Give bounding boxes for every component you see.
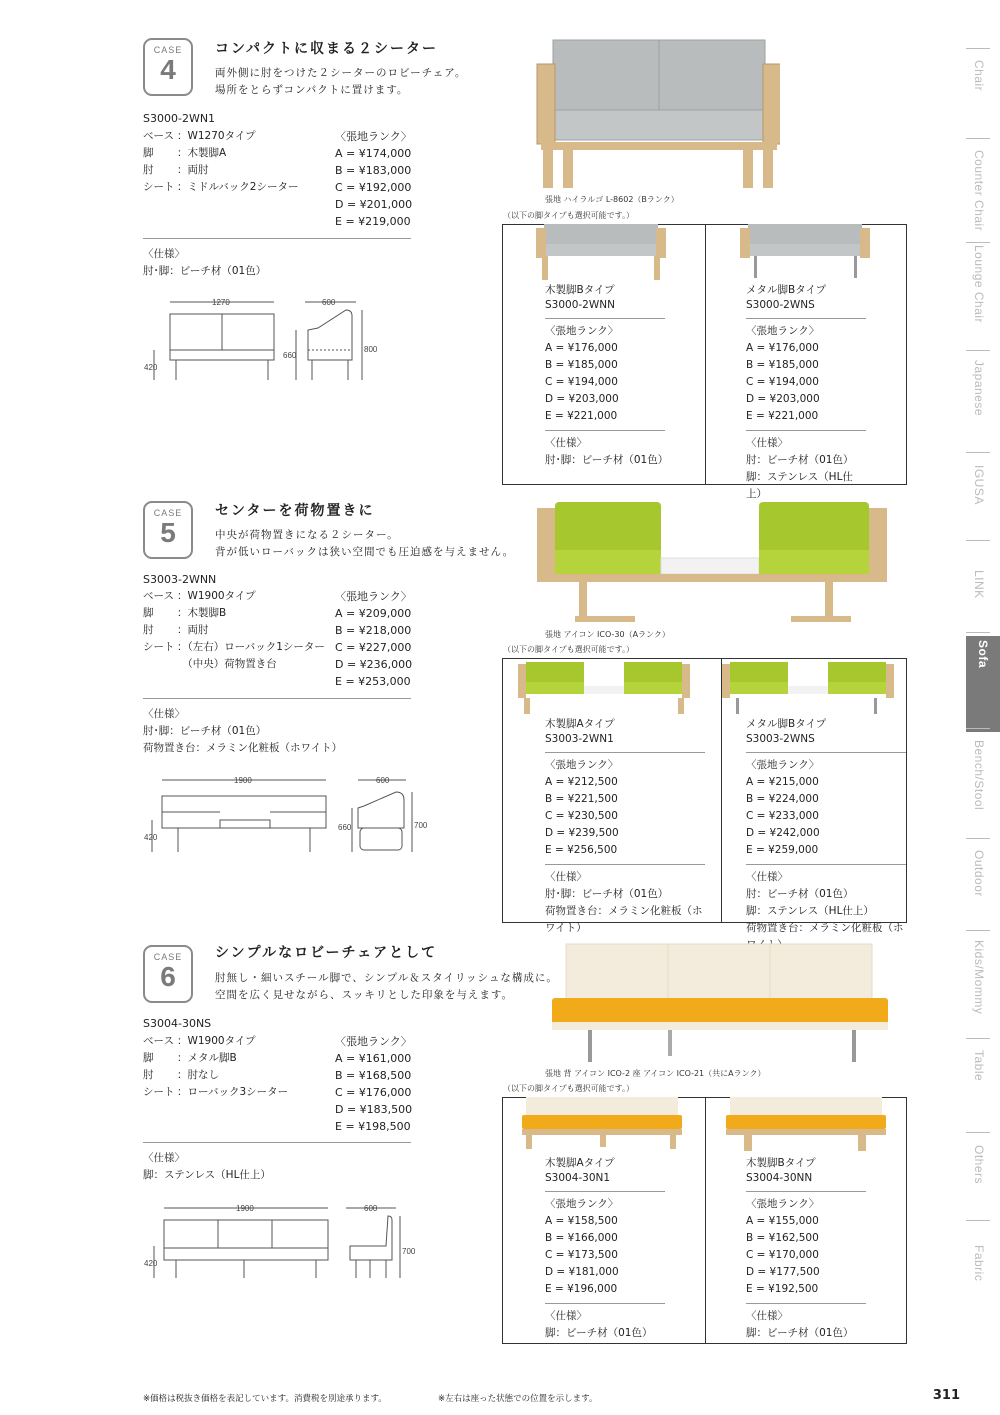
- price-row: C = ¥176,000: [335, 1086, 412, 1099]
- dimension-drawing: [140, 1198, 440, 1288]
- spec-key: シート: [143, 641, 175, 653]
- option-name: メタル脚Bタイプ: [746, 284, 827, 296]
- spec-row: [143, 1033, 288, 1050]
- option-name: 木製脚Bタイプ: [545, 284, 615, 296]
- spec-value: ：（左右）ローバック1シーター: [177, 641, 325, 653]
- option-detail: [545, 283, 669, 469]
- price-row: E = ¥256,500: [545, 844, 618, 856]
- spec-key: 肘: [143, 164, 154, 176]
- price-row: B = ¥185,000: [746, 359, 819, 371]
- spec-line: 脚：ステンレス（HL仕上）: [143, 1169, 271, 1181]
- case-badge: [143, 501, 193, 559]
- sidebar-divider: [966, 540, 990, 541]
- footer-note: ※価格は税抜き価格を表記しています。消費税を別途承ります。: [143, 1394, 387, 1404]
- price-row: A = ¥161,000: [335, 1052, 412, 1065]
- spec-value: ：メタル脚B: [177, 1052, 237, 1064]
- spec-title: 〈仕様〉: [746, 1310, 788, 1322]
- dim-seat-height: 420: [144, 1259, 158, 1268]
- spec-line: 肘･脚：ビーチ材（01色）: [545, 888, 669, 900]
- option-model: S3000-2WNN: [545, 299, 615, 311]
- price-row: C = ¥233,000: [746, 810, 819, 822]
- option-sep: [746, 752, 906, 753]
- spec-value: ：W1900タイプ: [177, 590, 256, 602]
- option-detail: [746, 283, 866, 503]
- spec-title: 〈仕様〉: [143, 708, 185, 720]
- spec-value: ：両肘: [177, 164, 209, 176]
- option-detail: [746, 1156, 866, 1342]
- spec-title: 〈仕様〉: [143, 248, 185, 260]
- case-number: 6: [160, 961, 176, 992]
- spec-row: [143, 588, 325, 605]
- dim-seat-height: 420: [144, 363, 158, 372]
- option-thumbnail: [518, 660, 713, 716]
- spec-value: （中央）荷物置き台: [177, 658, 277, 670]
- spec-line: 荷物置き台：メラミン化粧板（ホ: [746, 922, 904, 934]
- sidebar-divider: [966, 242, 990, 243]
- dim-depth: 600: [376, 776, 390, 785]
- case-number: 4: [160, 54, 176, 85]
- option-thumbnail: [740, 224, 870, 282]
- photo-caption: 張地 背 アイコン ICO-2 座 アイコン ICO-21（共にAランク）: [545, 1069, 766, 1078]
- divider: [143, 1142, 411, 1143]
- desc-line: 中央が荷物置きになる２シーター。: [215, 529, 399, 541]
- spec-list: [143, 588, 325, 673]
- rank-title: 〈張地ランク〉: [746, 759, 820, 771]
- sidebar-item-label: Bench/Stool: [972, 740, 986, 811]
- sidebar-divider: [966, 1220, 990, 1221]
- rank-title: 〈張地ランク〉: [545, 325, 619, 337]
- option-detail: [545, 1156, 665, 1342]
- option-note: （以下の脚タイプも選択可能です。）: [503, 211, 634, 220]
- price-row: A = ¥215,000: [746, 776, 819, 788]
- spec-title: 〈仕様〉: [143, 1152, 185, 1164]
- option-sep: [545, 318, 665, 319]
- option-thumbnail: [722, 660, 897, 716]
- spec-value: ：ミドルバック2シーター: [177, 181, 299, 193]
- price-row: B = ¥166,000: [545, 1232, 618, 1244]
- price-row: C = ¥230,500: [545, 810, 618, 822]
- dim-seat-height: 420: [144, 833, 158, 842]
- price-row: B = ¥218,000: [335, 624, 412, 637]
- spec-row: [143, 1084, 288, 1101]
- option-note: （以下の脚タイプも選択可能です。）: [503, 1084, 634, 1093]
- dim-width: 1900: [234, 776, 252, 785]
- price-row: A = ¥155,000: [746, 1215, 819, 1227]
- sidebar-divider: [966, 728, 990, 729]
- price-row: D = ¥181,000: [545, 1266, 619, 1278]
- product-photo: [535, 38, 780, 190]
- sidebar-divider: [966, 838, 990, 839]
- spec-row: [143, 622, 325, 639]
- price-row: D = ¥203,000: [545, 393, 619, 405]
- option-sep: [746, 1191, 866, 1192]
- case-description: [215, 970, 558, 1004]
- spec-line: 肘･脚：ビーチ材（01色）: [143, 725, 267, 737]
- sidebar-item-label: Outdoor: [972, 850, 986, 897]
- spec-key: 脚: [143, 1052, 154, 1064]
- price-row: C = ¥192,000: [335, 181, 412, 194]
- rank-title: 〈張地ランク〉: [335, 1035, 412, 1048]
- sidebar-divider: [966, 138, 990, 139]
- price-row: E = ¥259,000: [746, 844, 819, 856]
- price-list: [335, 588, 412, 690]
- spec-row: [143, 162, 298, 179]
- spec-line: 肘：ビーチ材（01色）: [746, 454, 854, 466]
- option-model: S3000-2WNS: [746, 299, 815, 311]
- spec-title: 〈仕様〉: [545, 1310, 587, 1322]
- price-row: D = ¥203,000: [746, 393, 820, 405]
- price-row: E = ¥219,000: [335, 215, 411, 228]
- case-number: 5: [160, 517, 176, 548]
- price-row: A = ¥209,000: [335, 607, 412, 620]
- spec-title: 〈仕様〉: [545, 871, 587, 883]
- sidebar-item-label: LINK: [972, 570, 986, 599]
- sidebar-item-label: Chair: [972, 60, 986, 92]
- option-detail: [746, 717, 906, 954]
- rank-title: 〈張地ランク〉: [545, 759, 619, 771]
- spec-key: ベース: [143, 130, 174, 142]
- rank-title: 〈張地ランク〉: [335, 590, 412, 603]
- price-row: B = ¥185,000: [545, 359, 618, 371]
- option-name: 木製脚Bタイプ: [746, 1157, 816, 1169]
- desc-line: 場所をとらずコンパクトに置けます。: [215, 84, 409, 96]
- spec-value: ：ローバック3シーター: [177, 1086, 289, 1098]
- option-thumbnail: [536, 224, 666, 282]
- spec-row: [143, 145, 298, 162]
- model-number: S3003-2WNN: [143, 573, 217, 586]
- dim-arm-height: 660: [283, 351, 297, 360]
- price-list: [335, 128, 412, 230]
- spec-value: ：W1900タイプ: [177, 1035, 256, 1047]
- footer-note: ※左右は座った状態での位置を示します。: [438, 1394, 598, 1404]
- price-row: D = ¥183,500: [335, 1103, 413, 1116]
- spec-value: ：肘なし: [177, 1069, 219, 1081]
- option-note: （以下の脚タイプも選択可能です。）: [503, 645, 634, 654]
- price-row: C = ¥227,000: [335, 641, 412, 654]
- spec-line: 肘：ビーチ材（01色）: [746, 888, 854, 900]
- sidebar-item-label: IGUSA: [972, 465, 986, 505]
- rank-title: 〈張地ランク〉: [746, 325, 820, 337]
- price-list: [335, 1033, 412, 1135]
- option-model: S3004-30N1: [545, 1172, 611, 1184]
- spec-key: シート: [143, 181, 175, 193]
- case-title: シンプルなロビーチェアとして: [215, 945, 438, 961]
- spec-title: 〈仕様〉: [545, 437, 587, 449]
- option-model: S3004-30NN: [746, 1172, 813, 1184]
- dim-depth: 600: [322, 298, 336, 307]
- dim-arm-height: 660: [338, 823, 352, 832]
- case-title: センターを荷物置きに: [215, 503, 375, 519]
- spec-key: シート: [143, 1086, 175, 1098]
- spec-row: [143, 656, 325, 673]
- price-row: B = ¥224,000: [746, 793, 819, 805]
- option-divider: [705, 225, 706, 484]
- option-sep: [545, 1303, 665, 1304]
- spec-title: 〈仕様〉: [746, 437, 788, 449]
- price-row: A = ¥174,000: [335, 147, 412, 160]
- photo-caption: 張地 ハイラルゴ L-8602（Bランク）: [545, 195, 679, 204]
- spec-key: ベース: [143, 590, 174, 602]
- option-sep: [545, 430, 665, 431]
- option-sep: [746, 318, 866, 319]
- sidebar-divider: [966, 1132, 990, 1133]
- sidebar-item-label: Table: [972, 1050, 986, 1082]
- sidebar-item-label: Kids/Mommy: [972, 940, 986, 1015]
- price-row: E = ¥221,000: [545, 410, 618, 422]
- price-row: A = ¥176,000: [545, 342, 618, 354]
- option-model: S3003-2WN1: [545, 733, 614, 745]
- spec-row: [143, 128, 298, 145]
- spec-key: 脚: [143, 147, 154, 159]
- price-row: E = ¥198,500: [335, 1120, 411, 1133]
- desc-line: 肘無し・細いスチール脚で、シンプル＆スタイリッシュな構成に。: [215, 972, 558, 984]
- option-detail: [545, 717, 705, 937]
- sidebar-item-label: Sofa: [976, 640, 990, 669]
- case-badge: [143, 38, 193, 96]
- price-row: B = ¥162,500: [746, 1232, 819, 1244]
- dimension-drawing: [140, 770, 440, 860]
- price-row: B = ¥221,500: [545, 793, 618, 805]
- spec-list: [143, 128, 298, 196]
- case-badge: [143, 945, 193, 1003]
- desc-line: 空間を広く見せながら、スッキリとした印象を与えます。: [215, 989, 514, 1001]
- spec-value: ：木製脚A: [177, 147, 227, 159]
- case-label: CASE: [153, 952, 183, 962]
- spec-line: 肘･脚：ビーチ材（01色）: [143, 265, 267, 277]
- divider: [143, 238, 411, 239]
- rank-title: 〈張地ランク〉: [545, 1198, 619, 1210]
- price-row: C = ¥173,500: [545, 1249, 618, 1261]
- option-thumbnail: [520, 1097, 685, 1155]
- product-photo: [548, 942, 893, 1067]
- rank-title: 〈張地ランク〉: [335, 130, 412, 143]
- price-row: E = ¥192,500: [746, 1283, 819, 1295]
- spec-key: 脚: [143, 607, 154, 619]
- model-number: S3000-2WN1: [143, 112, 216, 125]
- sidebar-divider: [966, 1038, 990, 1039]
- spec-key: 肘: [143, 624, 154, 636]
- spec-value: ：両肘: [177, 624, 209, 636]
- model-number: S3004-30NS: [143, 1017, 212, 1030]
- spec-key: 肘: [143, 1069, 154, 1081]
- price-row: D = ¥177,500: [746, 1266, 820, 1278]
- spec-line: 脚：ビーチ材（01色）: [746, 1327, 854, 1339]
- price-row: E = ¥253,000: [335, 675, 411, 688]
- option-sep: [746, 864, 906, 865]
- option-thumbnail: [724, 1097, 889, 1155]
- spec-block: [143, 1150, 271, 1184]
- sidebar-item-label: Lounge Chair: [972, 245, 986, 324]
- spec-row: [143, 605, 325, 622]
- price-row: C = ¥194,000: [545, 376, 618, 388]
- option-sep: [746, 430, 866, 431]
- spec-row: [143, 639, 325, 656]
- sidebar-item-label: Others: [972, 1145, 986, 1185]
- price-row: B = ¥168,500: [335, 1069, 412, 1082]
- price-row: D = ¥242,000: [746, 827, 820, 839]
- sidebar-divider: [966, 930, 990, 931]
- dim-width: 1900: [236, 1204, 254, 1213]
- spec-block: [143, 246, 266, 280]
- price-row: B = ¥183,000: [335, 164, 412, 177]
- case-label: CASE: [153, 508, 183, 518]
- dim-total-height: 800: [364, 345, 378, 354]
- price-row: A = ¥176,000: [746, 342, 819, 354]
- spec-value: ：木製脚B: [177, 607, 227, 619]
- dimension-drawing: [140, 292, 400, 392]
- spec-line: 脚：ビーチ材（01色）: [545, 1327, 653, 1339]
- spec-line: 荷物置き台：メラミン化粧板（ホワイト）: [143, 742, 343, 754]
- price-row: A = ¥212,500: [545, 776, 618, 788]
- price-row: E = ¥196,000: [545, 1283, 618, 1295]
- rank-title: 〈張地ランク〉: [746, 1198, 820, 1210]
- spec-list: [143, 1033, 288, 1101]
- dim-total-height: 700: [402, 1247, 416, 1256]
- divider: [143, 698, 411, 699]
- price-row: C = ¥194,000: [746, 376, 819, 388]
- spec-line: 脚：ステンレス（HL仕上）: [746, 905, 874, 917]
- spec-line: 荷物置き台：メラミン化粧板（ホワイト）: [545, 905, 703, 934]
- dim-width: 1270: [212, 298, 230, 307]
- photo-caption: 張地 アイコン ICO-30（Aランク）: [545, 630, 670, 639]
- option-name: メタル脚Bタイプ: [746, 718, 827, 730]
- price-row: D = ¥201,000: [335, 198, 413, 211]
- spec-title: 〈仕様〉: [746, 871, 788, 883]
- case-label: CASE: [153, 45, 183, 55]
- spec-row: [143, 1067, 288, 1084]
- dim-depth: 600: [364, 1204, 378, 1213]
- case-description: [215, 65, 466, 99]
- spec-value: ：W1270タイプ: [177, 130, 256, 142]
- option-name: 木製脚Aタイプ: [545, 1157, 615, 1169]
- page-number: 311: [932, 1388, 960, 1403]
- price-row: D = ¥236,000: [335, 658, 413, 671]
- option-sep: [545, 864, 705, 865]
- spec-block: [143, 706, 342, 757]
- option-sep: [545, 752, 705, 753]
- desc-line: 両外側に肘をつけた２シーターのロビーチェア。: [215, 67, 467, 79]
- option-sep: [545, 1191, 665, 1192]
- option-name: 木製脚Aタイプ: [545, 718, 615, 730]
- option-model: S3003-2WNS: [746, 733, 815, 745]
- spec-key: ベース: [143, 1035, 174, 1047]
- price-row: A = ¥158,500: [545, 1215, 618, 1227]
- price-row: D = ¥239,500: [545, 827, 619, 839]
- sidebar-divider: [966, 350, 990, 351]
- spec-row: [143, 179, 298, 196]
- spec-row: [143, 1050, 288, 1067]
- spec-line: 肘･脚：ビーチ材（01色）: [545, 454, 669, 466]
- option-sep: [746, 1303, 866, 1304]
- option-divider: [705, 1098, 706, 1343]
- sidebar-item-label: Counter Chair: [972, 150, 986, 232]
- sidebar-item-label: Japanese: [972, 360, 986, 417]
- sidebar-divider: [966, 48, 990, 49]
- sidebar-item-label: Fabric: [972, 1245, 986, 1282]
- case-title: コンパクトに収まる２シーター: [215, 41, 439, 57]
- desc-line: 背が低いローバックは狭い空間でも圧迫感を与えません。: [215, 546, 515, 558]
- price-row: E = ¥221,000: [746, 410, 819, 422]
- sidebar-divider: [966, 452, 990, 453]
- sidebar-divider: [966, 632, 990, 633]
- price-row: C = ¥170,000: [746, 1249, 819, 1261]
- case-description: [215, 527, 514, 561]
- product-photo: [535, 498, 890, 626]
- spec-line: 脚：ステンレス（HL仕上）: [746, 471, 853, 500]
- dim-total-height: 700: [414, 821, 428, 830]
